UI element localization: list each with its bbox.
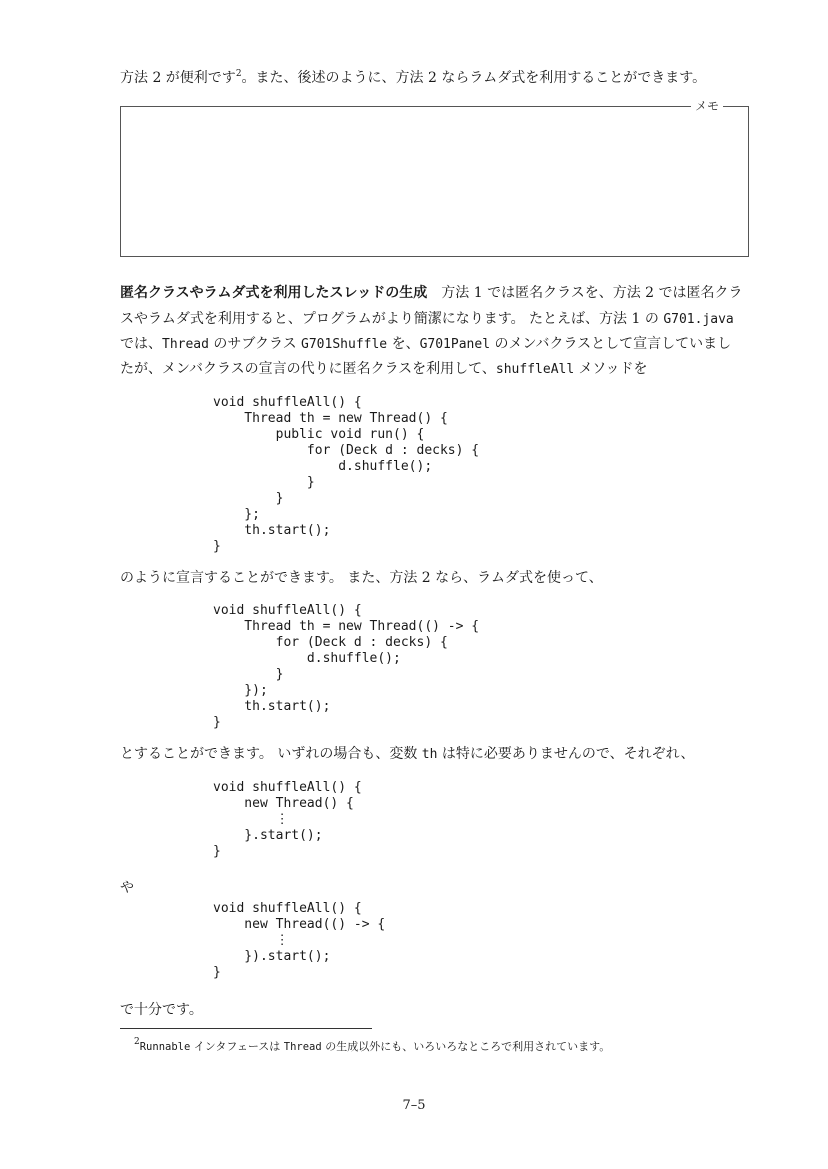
memo-label: メモ [691, 98, 723, 114]
code-block-1: void shuffleAll() { Thread th = new Thread() { public void run() { for (Deck d : decks) { d.shuffle(); } } }; th.start(); } [213, 395, 480, 554]
ellipsis-dots: ⋮ [275, 933, 289, 948]
code-block-4: void shuffleAll() { new Thread(() -> { ⋮ }).start(); } [213, 901, 386, 980]
footnote-ref: 2 [235, 69, 242, 79]
code-block-2: void shuffleAll() { Thread th = new Thread(() -> { for (Deck d : decks) { d.shuffle(); } }); th.start(); } [213, 603, 480, 730]
section-line-4: たが、メンバクラスの宣言の代りに匿名クラスを利用して、shuffleAll メソッドを [120, 361, 648, 377]
ellipsis-dots: ⋮ [275, 812, 289, 827]
paragraph-4: や [120, 880, 134, 896]
paragraph-3: とすることができます。 いずれの場合も、変数 th は特に必要ありませんので、それぞれ、 [120, 746, 695, 762]
memo-box [120, 99, 749, 257]
footnote-rule [120, 1028, 372, 1029]
paragraph-5: で十分です。 [120, 1002, 203, 1018]
section-line-3: では、Thread のサブクラス G701Shuffle を、G701Panel のメンバクラスとして宣言していまし [120, 336, 732, 352]
section-line-2: スやラムダ式を利用すると、プログラムがより簡潔になります。 たとえば、方法 1 の G701.java [120, 311, 734, 327]
section-heading: 匿名クラスやラムダ式を利用したスレッドの生成 [120, 285, 428, 301]
section-line-1: 匿名クラスやラムダ式を利用したスレッドの生成 方法 1 では匿名クラスを、方法 2 では匿名クラ [120, 285, 743, 301]
intro-paragraph: 方法 2 が便利です$^2$。また、後述のように、方法 2 ならラムダ式を利用することができます。 [120, 69, 707, 86]
paragraph-2: のように宣言することができます。 また、方法 2 なら、ラムダ式を使って、 [120, 570, 603, 586]
footnote: $^2$Runnable インタフェースは Thread の生成以外にも、いろいろなところで利用されています。 [134, 1037, 611, 1053]
code-block-3: void shuffleAll() { new Thread() { ⋮ }.start(); } [213, 780, 362, 859]
page-number: 7–5 [402, 1098, 426, 1113]
